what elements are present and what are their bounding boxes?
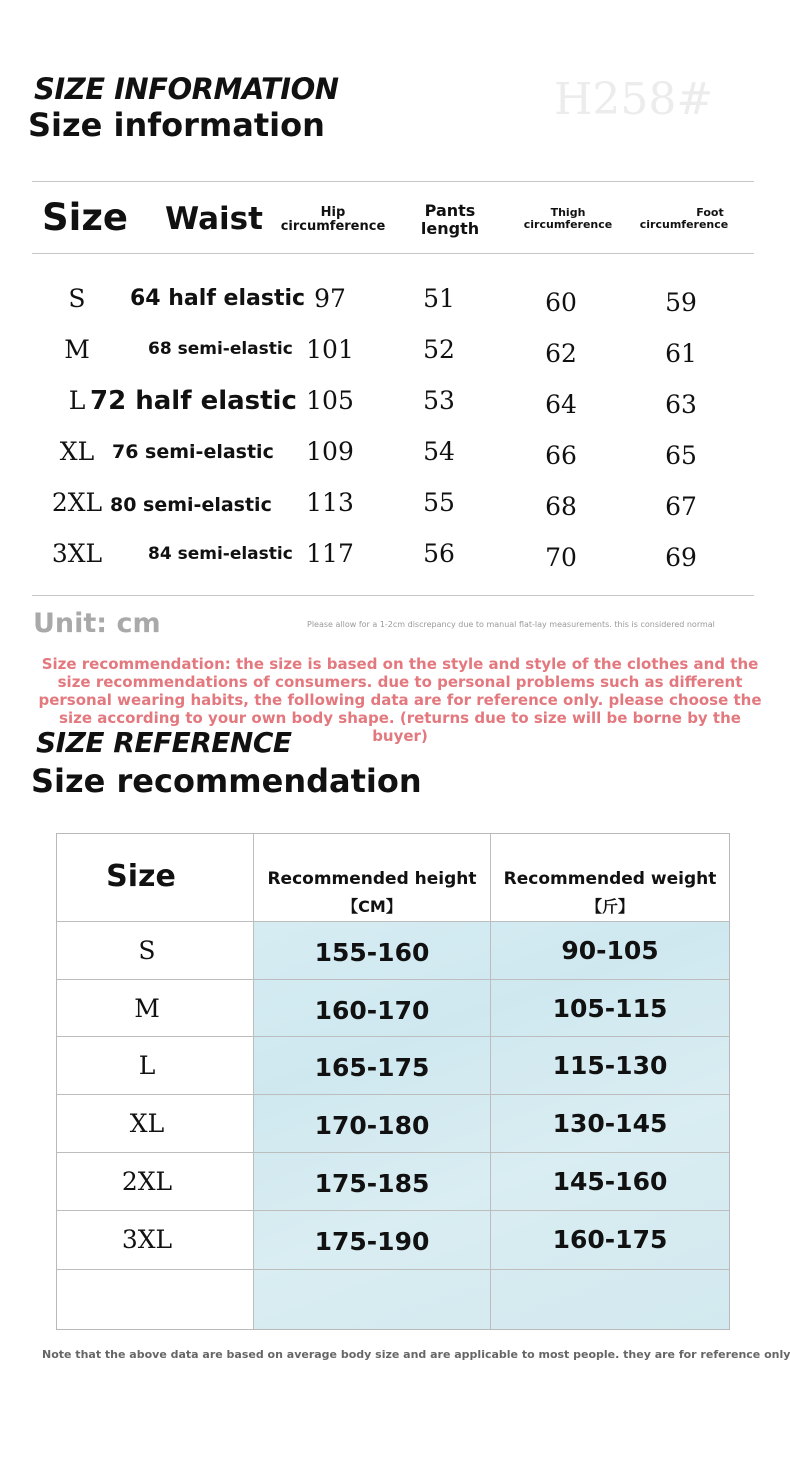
row-hip: 101 [306, 335, 354, 364]
rec-row-s [57, 922, 729, 979]
rec-size: S [138, 936, 156, 965]
header-pants-line1: Pants [424, 201, 476, 220]
row-size: M [64, 335, 90, 364]
header-waist: Waist [165, 201, 263, 237]
size-row-l [0, 386, 790, 436]
rec-size: M [134, 994, 160, 1023]
row-foot: 63 [665, 390, 697, 419]
row-pants: 52 [423, 335, 455, 364]
rec-weight: 145-160 [552, 1167, 668, 1196]
rec-row-xl [57, 1095, 729, 1152]
row-hip: 117 [306, 539, 354, 568]
header-hip [278, 206, 388, 235]
recommendation-table [56, 833, 730, 1330]
rec-row-l [57, 1037, 729, 1094]
rec-header-weight [491, 866, 729, 920]
header-pants-line2: length [420, 218, 480, 238]
row-divider [57, 1269, 729, 1270]
row-pants: 53 [423, 386, 455, 415]
rec-weight: 130-145 [552, 1109, 668, 1138]
rec-row-3xl [57, 1211, 729, 1268]
rec-header-weight-unit: 【斤】 [585, 897, 634, 916]
row-foot: 65 [665, 441, 697, 470]
header-hip-line1: Hip [320, 205, 346, 220]
divider [32, 595, 754, 596]
row-thigh: 68 [545, 492, 577, 521]
row-waist: 84 semi-elastic [148, 544, 293, 564]
rec-height: 160-170 [314, 996, 430, 1025]
rec-height: 175-185 [314, 1169, 430, 1198]
rec-height: 175-190 [314, 1227, 430, 1256]
row-waist: 64 half elastic [130, 286, 306, 311]
row-foot: 61 [665, 339, 697, 368]
row-waist: 76 semi-elastic [112, 441, 274, 463]
header-foot-line2: circumference [639, 218, 729, 232]
size-recommendation-note: Size recommendation: the size is based on the style and style of the clothes and the size recommendations of consumers. due to personal problems such as different personal wearing habits, the following data are for reference only. please choose the size according to your own body shape. (returns due to size will be borne by the buyer) [38, 655, 762, 745]
row-pants: 54 [423, 437, 455, 466]
rec-header-height [254, 866, 490, 920]
header-size: Size [42, 196, 128, 239]
section-title: Size information [28, 106, 325, 144]
header-thigh [516, 207, 620, 231]
rec-weight: 105-115 [552, 994, 668, 1023]
rec-header-weight-line1: Recommended weight [503, 869, 717, 889]
rec-weight: 90-105 [561, 936, 659, 965]
row-thigh: 62 [545, 339, 577, 368]
row-hip: 105 [306, 386, 354, 415]
row-waist: 72 half elastic [90, 386, 297, 416]
row-foot: 67 [665, 492, 697, 521]
row-hip: 109 [306, 437, 354, 466]
row-waist: 68 semi-elastic [148, 339, 293, 359]
row-thigh: 64 [545, 390, 577, 419]
unit-label: Unit: cm [33, 608, 161, 639]
row-pants: 55 [423, 488, 455, 517]
rec-header-height-unit: 【CM】 [342, 897, 402, 916]
rec-size: 3XL [121, 1225, 173, 1254]
reference-title-caps: SIZE REFERENCE [36, 726, 292, 759]
rec-row-2xl [57, 1153, 729, 1210]
row-foot: 69 [665, 543, 697, 572]
rec-header-height-line1: Recommended height [267, 869, 477, 889]
row-hip: 113 [306, 488, 354, 517]
row-thigh: 70 [545, 543, 577, 572]
header-pants-length [400, 202, 500, 237]
flat-lay-note: Please allow for a 1-2cm discrepancy due to manual flat-lay measurements. this is considered normal [307, 620, 715, 629]
section-title-caps: SIZE INFORMATION [34, 72, 339, 106]
rec-weight: 160-175 [552, 1225, 668, 1254]
row-size: L [68, 386, 86, 415]
divider [32, 181, 754, 182]
header-foot [632, 207, 736, 231]
reference-title: Size recommendation [31, 762, 422, 800]
rec-height: 165-175 [314, 1053, 430, 1082]
header-thigh-line2: circumference [523, 218, 613, 232]
size-row-2xl [0, 488, 790, 538]
size-row-3xl [0, 539, 790, 589]
divider [32, 253, 754, 254]
header-thigh-line1: Thigh [550, 206, 586, 219]
footer-note: Note that the above data are based on average body size and are applicable to most people. they are for reference only [42, 1348, 790, 1361]
size-row-xl [0, 437, 790, 487]
rec-size: L [138, 1051, 156, 1080]
header-hip-line2: circumference [280, 219, 386, 235]
size-row-s [0, 284, 790, 334]
row-size: S [68, 284, 86, 313]
rec-size: 2XL [121, 1167, 173, 1196]
style-code-watermark: H258# [554, 74, 714, 125]
row-pants: 51 [423, 284, 455, 313]
rec-header-size: Size [106, 859, 176, 894]
size-row-m [0, 335, 790, 385]
row-size: 2XL [51, 488, 103, 517]
rec-height: 170-180 [314, 1111, 430, 1140]
row-size: XL [59, 437, 95, 466]
rec-row-m [57, 980, 729, 1037]
row-pants: 56 [423, 539, 455, 568]
row-thigh: 60 [545, 288, 577, 317]
row-size: 3XL [51, 539, 103, 568]
row-foot: 59 [665, 288, 697, 317]
row-waist: 80 semi-elastic [110, 494, 272, 516]
row-hip: 97 [314, 284, 346, 313]
rec-height: 155-160 [314, 938, 430, 967]
rec-size: XL [129, 1109, 165, 1138]
row-thigh: 66 [545, 441, 577, 470]
header-foot-line1: Foot [696, 206, 724, 219]
rec-weight: 115-130 [552, 1051, 668, 1080]
